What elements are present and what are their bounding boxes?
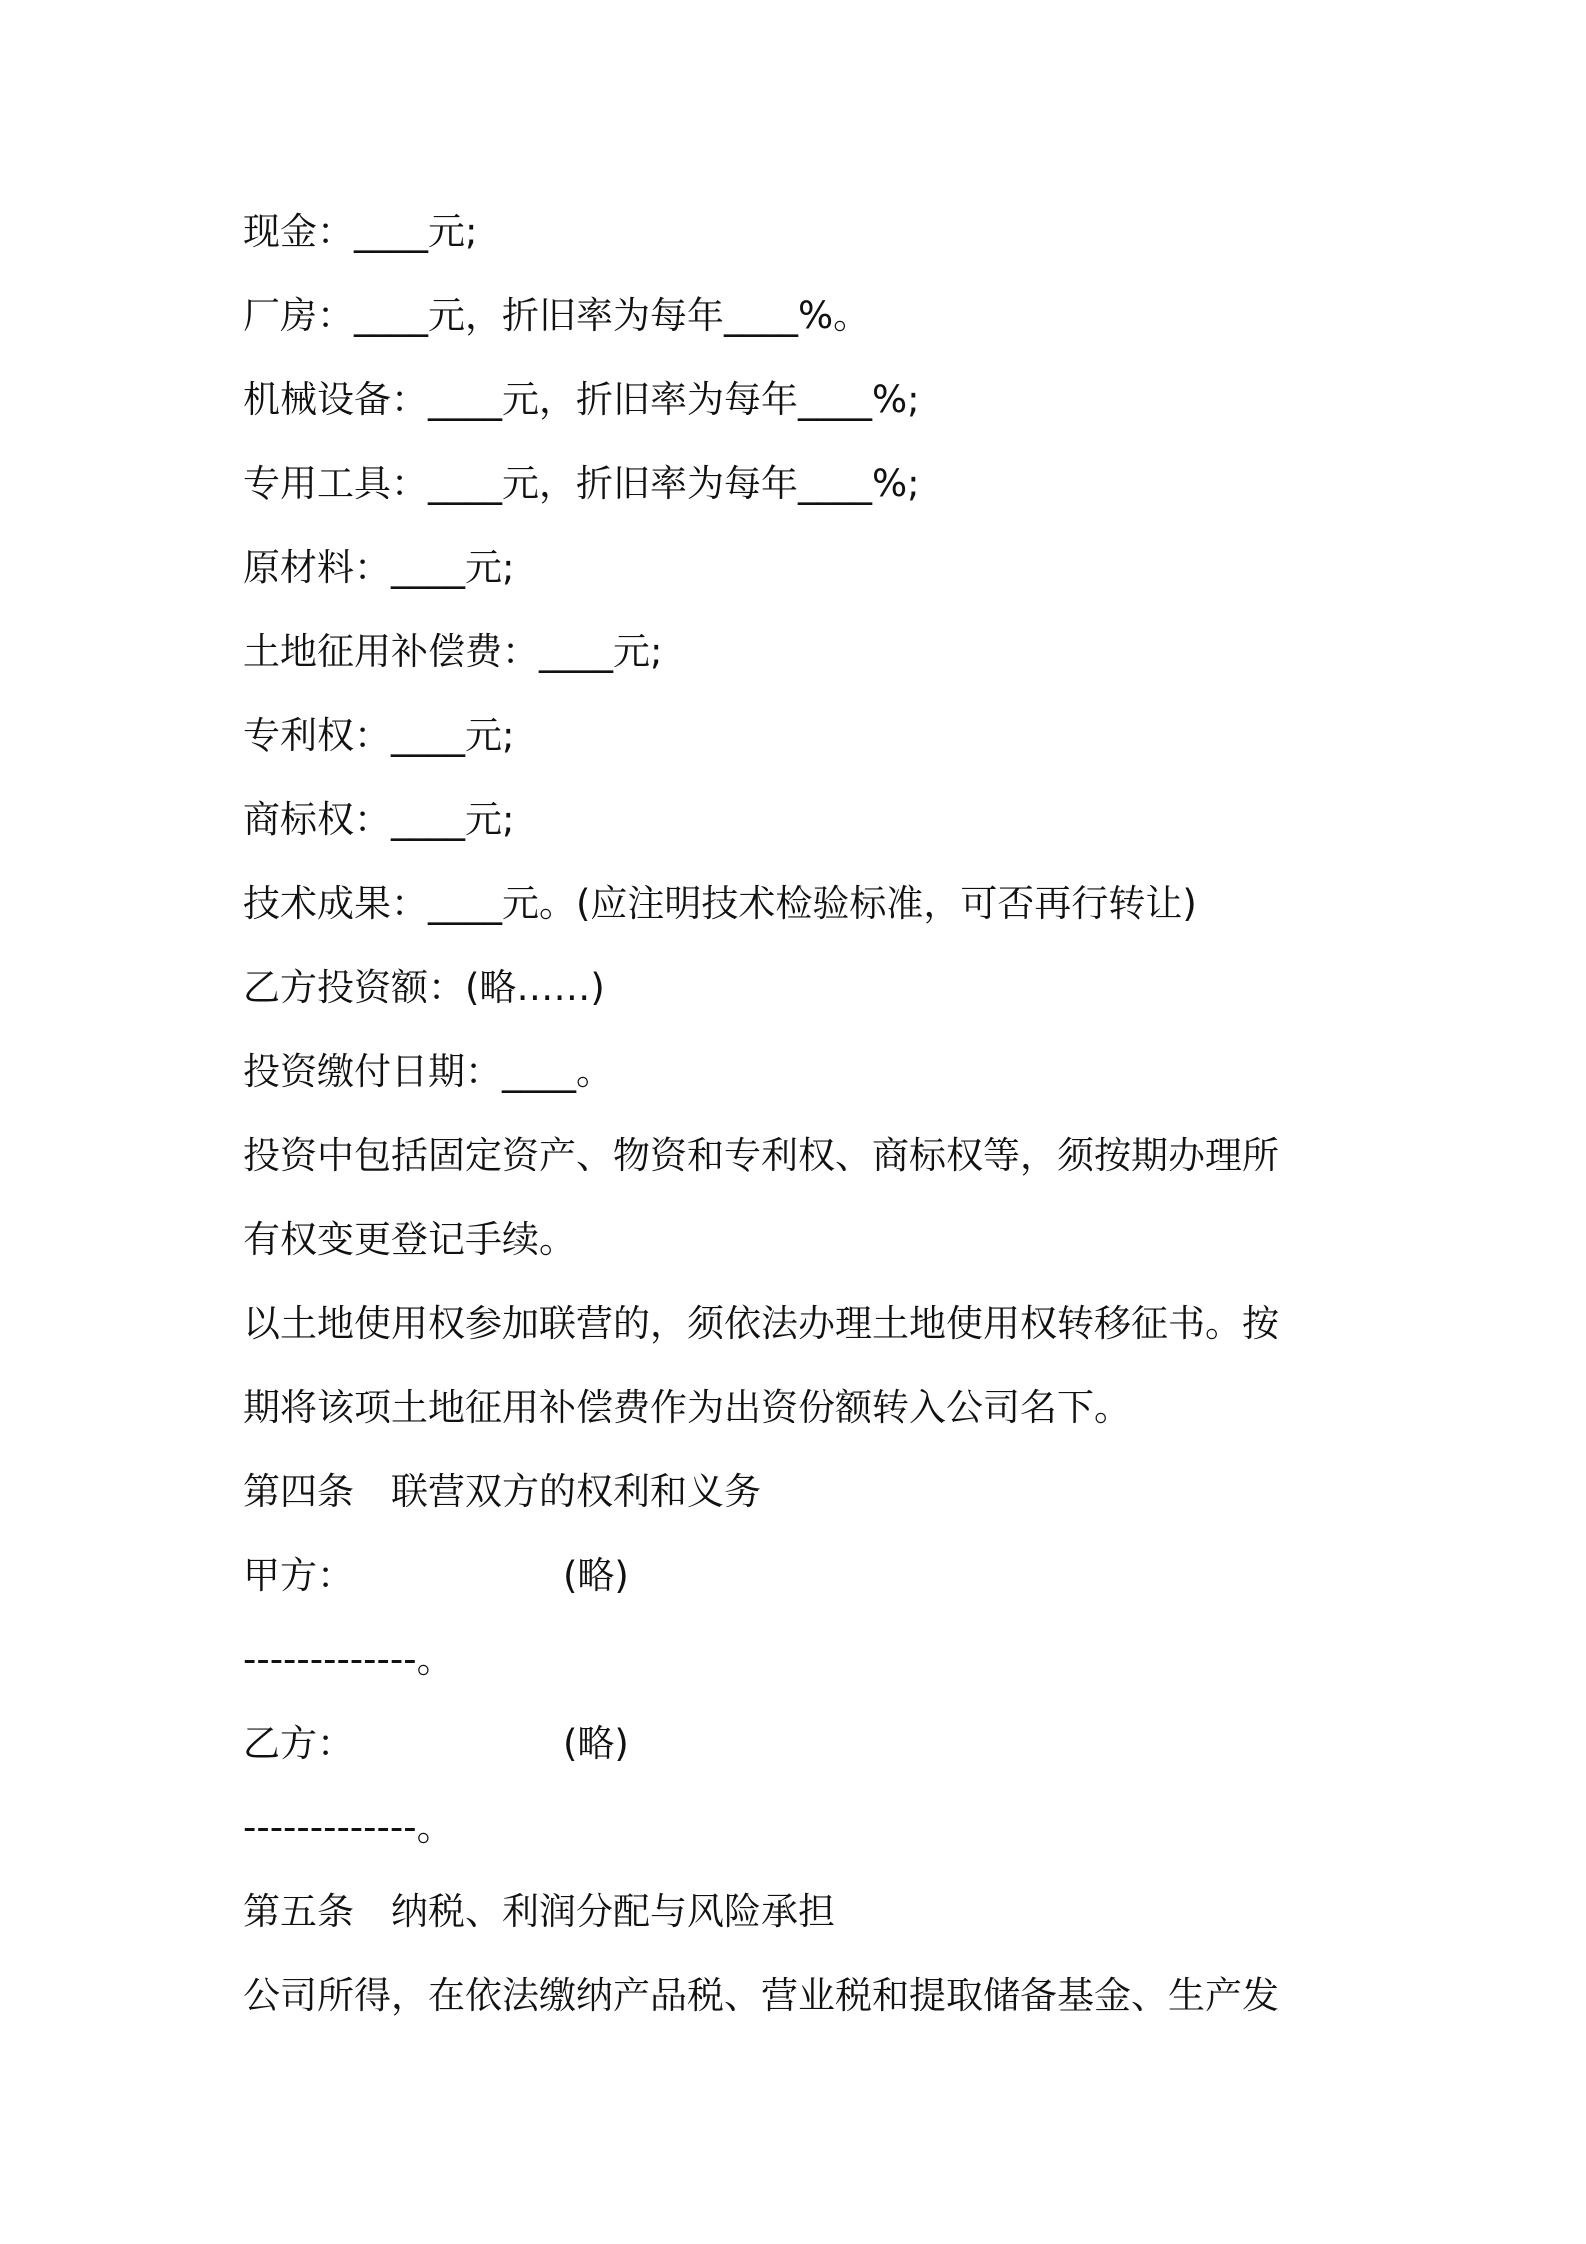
paragraph-line: 以土地使用权参加联营的，须依法办理土地使用权转移征书。按 (243, 1302, 1279, 1345)
party-b-dashes: -------------。 (243, 1806, 454, 1849)
text-line: 商标权：____元; (243, 798, 515, 841)
party-a-value: (略) (563, 1554, 629, 1597)
article-heading: 第四条 联营双方的权利和义务 (243, 1470, 761, 1513)
text-line: 专利权：____元; (243, 714, 515, 757)
paragraph-line: 投资中包括固定资产、物资和专利权、商标权等，须按期办理所 (243, 1134, 1279, 1177)
party-a-row (243, 1534, 1363, 1618)
document-page (243, 190, 1363, 2038)
paragraph-line: 有权变更登记手续。 (243, 1218, 576, 1261)
text-line: 厂房：____元，折旧率为每年____%。 (243, 294, 871, 337)
party-b-label: 乙方： (243, 1722, 354, 1765)
party-a-dashes: -------------。 (243, 1638, 454, 1681)
text-line: 现金：____元; (243, 210, 478, 253)
article-heading: 第五条 纳税、利润分配与风险承担 (243, 1890, 835, 1933)
text-line: 技术成果：____元。(应注明技术检验标准，可否再行转让) (243, 882, 1197, 925)
party-a-label: 甲方： (243, 1554, 354, 1597)
text-line: 原材料：____元; (243, 546, 515, 589)
text-line: 机械设备：____元，折旧率为每年____%; (243, 378, 920, 421)
paragraph-line: 期将该项土地征用补偿费作为出资份额转入公司名下。 (243, 1386, 1131, 1429)
party-b-row (243, 1702, 1363, 1786)
text-line: 专用工具：____元，折旧率为每年____%; (243, 462, 920, 505)
paragraph-line: 公司所得，在依法缴纳产品税、营业税和提取储备基金、生产发 (243, 1974, 1279, 2017)
party-b-value: (略) (563, 1722, 629, 1765)
text-line: 乙方投资额：(略……) (243, 966, 605, 1009)
text-line: 投资缴付日期：____。 (243, 1050, 613, 1093)
text-line: 土地征用补偿费：____元; (243, 630, 663, 673)
